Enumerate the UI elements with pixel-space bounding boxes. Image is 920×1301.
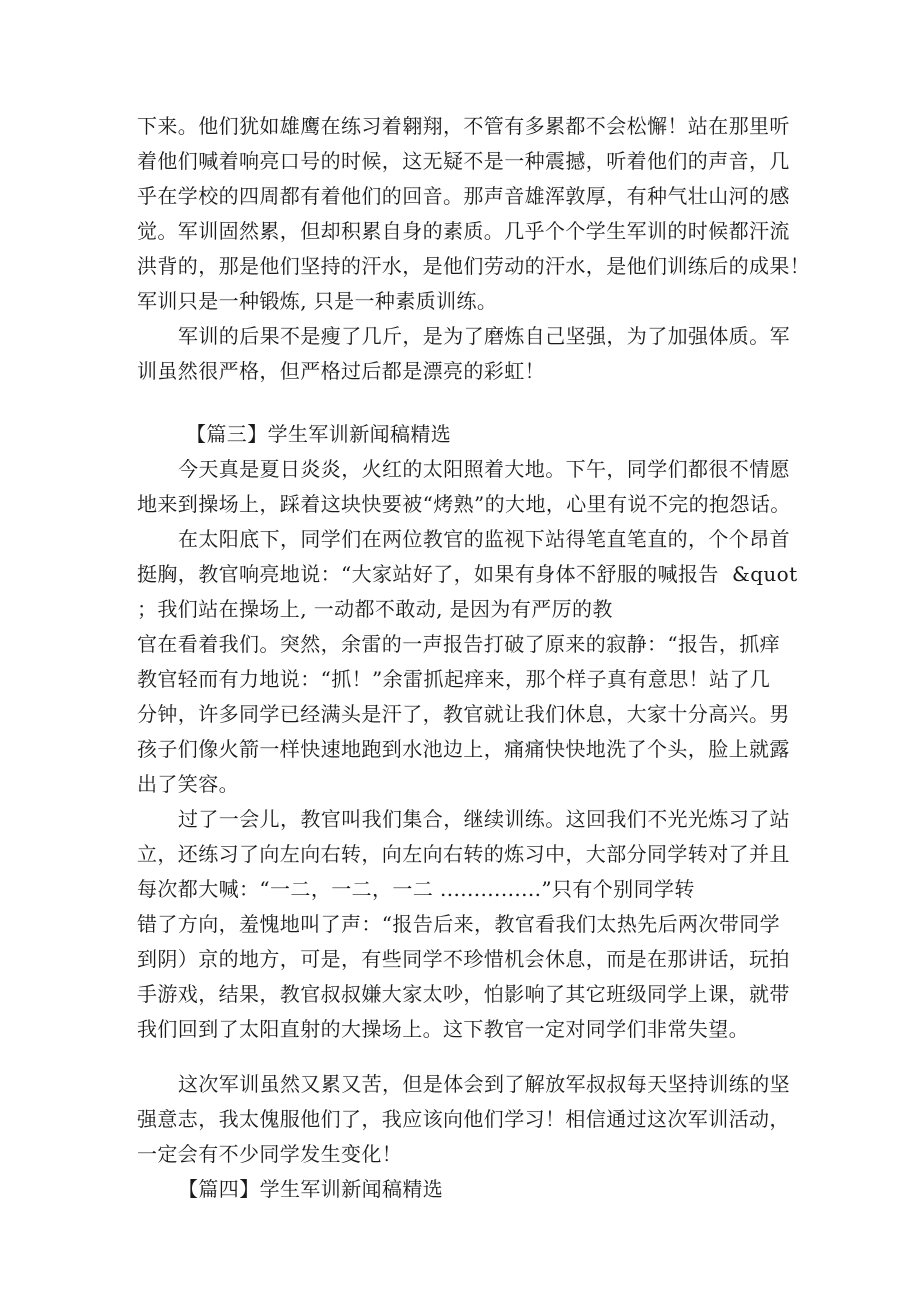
text-line: 分钟，许多同学已经满头是汗了，教官就让我们休息，大家十分高兴。男 [137, 702, 790, 726]
text-line: 到阴）京的地方，可是，有些同学不珍惜机会休息，而是在那讲话，玩拍 [137, 947, 790, 971]
text-line: 军训只是一种锻炼, 只是一种素质训练。 [137, 289, 498, 313]
text-line: 地来到操场上，踩着这块快要被“烤熟”的大地，心里有说不完的抱怨话。 [137, 492, 791, 516]
text-line: 每次都大喊：“一二，一二，一二 [137, 877, 434, 901]
text-line: 洪背的，那是他们坚持的汗水，是他们劳动的汗水，是他们训练后的成果！ [137, 254, 811, 278]
text-line: 我们回到了太阳直射的大操场上。这下教官一定对同学们非常失望。 [137, 1017, 749, 1041]
text-line: 训虽然很严格，但严格过后都是漂亮的彩虹！ [137, 359, 545, 383]
section-heading: 【篇三】学生军训新闻稿精选 [186, 422, 452, 446]
text-line: 挺胸，教官响亮地说：“大家站好了，如果有身体不舒服的喊报告 [137, 562, 719, 586]
text-fragment: &quot [732, 562, 798, 586]
text-line: 立，还练习了向左向右转，向左向右转的炼习中，大部分同学转对了并且 [137, 842, 790, 866]
text-fragment: ...............”只有个别同学转 [440, 877, 695, 901]
text-line: 今天真是夏日炎炎，火红的太阳照着大地。下午，同学们都很不情愿 [178, 457, 790, 481]
text-line: 这次军训虽然又累又苦，但是体会到了解放军叔叔每天坚持训练的坚 [178, 1072, 790, 1096]
text-line: 强意志，我太傀服他们了，我应该向他们学习！相信通过这次军训活动， [137, 1107, 790, 1131]
text-line: 过了一会儿，教官叫我们集合，继续训练。这回我们不光光炼习了站 [178, 807, 790, 831]
text-line: 乎在学校的四周都有着他们的回音。那声音雄浑敦厚，有种气壮山河的感 [137, 184, 790, 208]
text-line: 在太阳底下，同学们在两位教官的监视下站得笔直笔直的，个个昂首 [178, 527, 790, 551]
text-line: 孩子们像火箭一样快速地跑到水池边上，痛痛快快地洗了个头，脸上就露 [137, 737, 790, 761]
text-line: 出了笑容。 [137, 772, 239, 796]
text-line: 一定会有不少同学发生变化！ [137, 1142, 403, 1166]
text-line: 手游戏，结果，教官叔叔嫌大家太吵，怕影响了其它班级同学上课，就带 [137, 982, 790, 1006]
text-line: ；我们站在操场上, 一动都不敢动, 是因为有严厉的教 [137, 597, 613, 621]
text-line: 下来。他们犹如雄鹰在练习着翱翔，不管有多累都不会松懈！站在那里听 [137, 114, 790, 138]
text-line: 着他们喊着响亮口号的时候，这无疑不是一种震撼，听着他们的声音，几 [137, 149, 790, 173]
text-line: 官在看着我们。突然，余雷的一声报告打破了原来的寂静：“报告，抓痒 [137, 632, 781, 656]
section-heading: 【篇四】学生军训新闻稿精选 [178, 1177, 444, 1201]
text-line: 教官轻而有力地说：“抓！”余雷抓起痒来，那个样子真有意思！站了几 [137, 667, 771, 691]
text-line: 军训的后果不是瘦了几斤，是为了磨炼自己坚强，为了加强体质。军 [178, 324, 790, 348]
text-line: 错了方向，羞愧地叫了声：“报告后来，教官看我们太热先后两次带同学 [137, 912, 781, 936]
text-line: 觉。军训固然累，但却积累自身的素质。几乎个个学生军训的时候都汗流 [137, 219, 790, 243]
